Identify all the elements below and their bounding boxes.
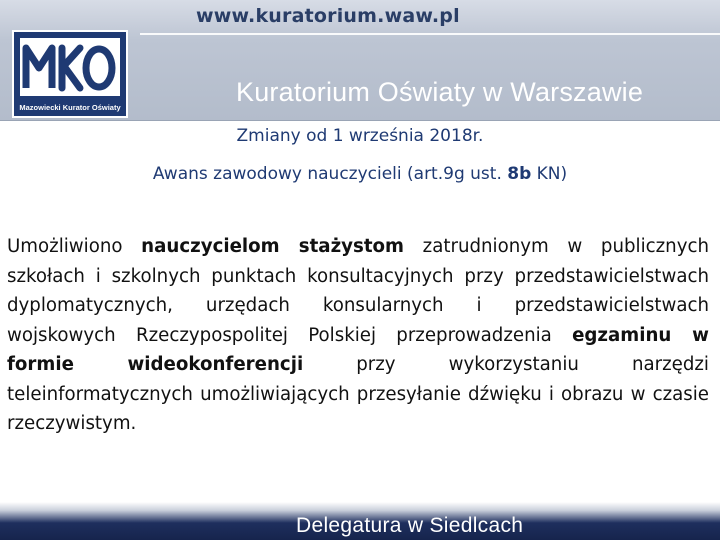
paragraph-text-1: Umożliwiono <box>7 236 142 257</box>
logo-caption: Mazowiecki Kurator Oświaty <box>19 103 121 112</box>
header-banner <box>0 0 720 120</box>
heading-topic-tail: KN) <box>531 164 568 184</box>
header-divider <box>0 120 720 121</box>
paragraph-text-2: zatrudnionym w publicznych szkołach i szkolnych punktach konsultacyjnych przy przedstawicielstwach dyplomatycznych, urzędach konsularnych i przedstawicielstwach wojskowych Rzeczypospolitej Polskiej przeprowadzenia <box>7 236 709 346</box>
site-url[interactable]: www.kuratorium.waw.pl <box>196 5 460 27</box>
slide-heading-date: Zmiany od 1 września 2018r. <box>236 126 484 146</box>
mko-logo-mark <box>20 38 120 96</box>
mko-logo-icon <box>20 38 120 96</box>
footer-label: Delegatura w Siedlcach <box>296 514 524 537</box>
heading-topic-bold: 8b <box>507 164 532 184</box>
main-paragraph <box>7 232 709 439</box>
heading-topic-text: Awans zawodowy nauczycieli (art.9g ust. <box>152 164 508 184</box>
slide-heading-topic <box>0 164 720 184</box>
site-title: Kuratorium Oświaty w Warszawie <box>236 77 644 107</box>
mko-logo <box>12 30 128 118</box>
header-rule <box>140 33 720 35</box>
paragraph-bold-1: nauczycielom stażystom <box>141 236 404 257</box>
paragraph-bold-2: egzaminu w formie wideokonferencji <box>7 324 709 375</box>
paragraph-text-3: przy wykorzystaniu narzędzi teleinformatycznych umożliwiających przesyłanie dźwięku i obrazu w czasie rzeczywistym. <box>7 354 709 434</box>
